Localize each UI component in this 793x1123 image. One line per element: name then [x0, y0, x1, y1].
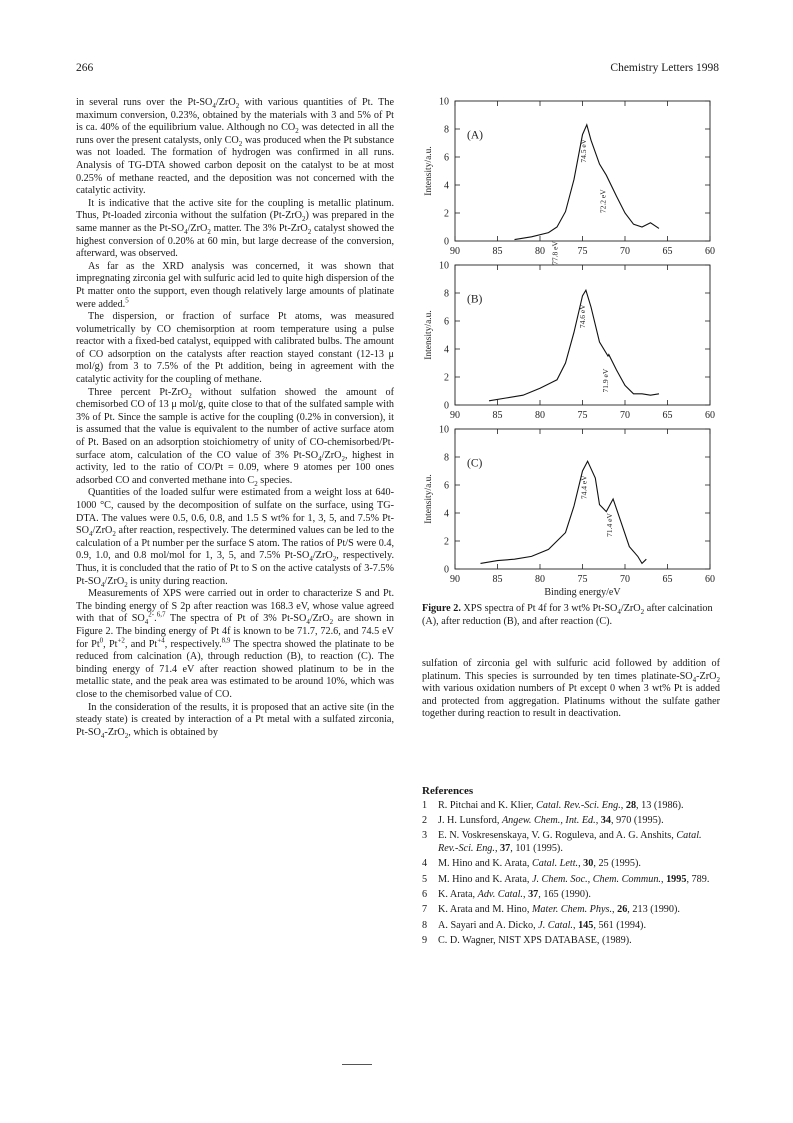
peak-label: 77.8 eV	[550, 241, 560, 265]
x-tick-label: 85	[492, 410, 503, 421]
reference-number: 6	[422, 889, 428, 901]
peak-label: 74.4 eV	[579, 475, 589, 500]
x-tick-label: 90	[450, 574, 460, 585]
peak-label: 74.5 eV	[578, 138, 588, 163]
figure-caption	[422, 603, 722, 628]
left-paragraph-5: Three percent Pt-ZrO$_2$ without sulfation showed the amount of chemisorbed CO of 13 μ mol/g, quite close to that of the sulfated sample with 3% of Pt. Since the sample is active for the coupling (0.2% in conversion), it is assumed that the value is equivalent to the number of active surface atom of Pt. Based on an adsorption stoichiometry of unity of CO-chemisorbed/Pt-surface atom, calculation of the CO value of 3% $Pt-SO_4/ZrO_2$, highest in activity, led to the ratio of CO/Pt = 0.09, where 9 atomes per 100 ones adsorbed CO and converted methane into $C_2$ species.	[76, 386, 395, 488]
x-tick-label: 75	[577, 410, 588, 421]
reference-number: 9	[422, 934, 428, 946]
left-paragraph-8: In the consideration of the results, it is proposed that an active site (in the steady state) is created by interaction of a Pt metal with a sulfated zirconia, $Pt-SO_4-ZrO_2$, which is obtained by	[76, 701, 394, 740]
xps-spectra-chart	[418, 92, 728, 612]
reference-number: 8	[422, 919, 428, 931]
peak-label: 74.6 eV	[577, 304, 587, 329]
figure-2	[418, 92, 728, 612]
reference-number: 1	[422, 799, 428, 811]
reference-number: 4	[422, 858, 428, 870]
x-tick-label: 80	[535, 410, 545, 421]
x-tick-label: 90	[450, 246, 460, 257]
plot-frame	[455, 101, 710, 241]
y-tick-label: 6	[444, 316, 449, 328]
y-tick-label: 2	[444, 372, 449, 384]
y-tick-label: 4	[444, 344, 449, 356]
y-tick-label: 6	[444, 480, 449, 492]
references-section	[422, 785, 722, 950]
reference-item	[422, 800, 722, 813]
left-paragraph-7: Measurements of XPS were carried out in order to characterize S and Pt. The binding energy of S 2p after reaction was 168.3 eV, whose value agreed with that of $SO_4^{2-}.^{6,7}$ The spectra of Pt of 3% $Pt-SO_4/ZrO_2$ are shown in Figure 2. The binding energy of Pt 4f is known to be 71.7, 72.6, and 74.5 eV for Pt$^0$, $Pt^{+2}$, and $Pt^{+4}$, respectively.$^{8,9}$ The spectra showed the platinate to be reduced from calcination (A), through reduction (B), to reaction (C). The binding energy of 71.4 eV after reaction showed platinum to be in the metallic state, and the peak area was estimated to be around 10%, which was close to the chemisorbed value of CO.	[76, 588, 395, 700]
left-column-text	[76, 97, 394, 739]
x-tick-label: 60	[705, 574, 715, 585]
reference-text: E. N. Voskresenskaya, V. G. Roguleva, and A. G. Anshits, Catal. Rev.-Sci. Eng., 37, 101 (1995).	[438, 830, 702, 855]
reference-number: 2	[422, 815, 428, 827]
reference-text: M. Hino and K. Arata, J. Chem. Soc., Chem. Commun., 1995, 789.	[438, 873, 710, 885]
spectrum-panel-c	[424, 425, 715, 586]
y-tick-label: 8	[444, 288, 449, 300]
y-axis-label: Intensity/a.u.	[424, 474, 434, 524]
reference-text: C. D. Wagner, NIST XPS DATABASE, (1989).	[438, 934, 632, 946]
x-tick-label: 80	[535, 574, 545, 585]
y-tick-label: 10	[439, 260, 449, 272]
x-tick-label: 80	[535, 246, 545, 257]
reference-text: A. Sayari and A. Dicko, J. Catal., 145, 561 (1994).	[438, 919, 646, 931]
reference-item	[422, 858, 722, 871]
x-tick-label: 60	[705, 410, 715, 421]
y-tick-label: 8	[444, 124, 449, 136]
x-tick-label: 85	[492, 246, 503, 257]
spectrum-line	[489, 290, 659, 401]
panel-label: (A)	[467, 129, 483, 142]
plot-frame	[455, 265, 710, 405]
y-tick-label: 8	[444, 452, 449, 464]
journal-name: Chemistry Letters 1998	[610, 62, 719, 74]
y-axis-label: Intensity/a.u.	[424, 146, 434, 196]
x-tick-label: 70	[620, 574, 630, 585]
x-tick-label: 65	[662, 410, 673, 421]
reference-text: K. Arata, Adv. Catal., 37, 165 (1990).	[438, 889, 591, 901]
left-paragraph-2: It is indicative that the active site for the coupling is metallic platinum. Thus, Pt-loaded zirconia without the sulfation (Pt-ZrO$_2$) was prepared in the same manner as the $Pt-SO_4/ZrO_2$ matter. The 3% Pt-ZrO$_2$ catalyst showed the highest conversion of 0.20% at 60 min, but large decrease of the conversion, afterward, was observed.	[76, 197, 394, 260]
reference-text: J. H. Lunsford, Angew. Chem., Int. Ed., 34, 970 (1995).	[438, 815, 664, 827]
y-tick-label: 2	[444, 536, 449, 548]
reference-number: 7	[422, 904, 428, 916]
spectrum-line	[481, 461, 647, 563]
footer-rule	[342, 1064, 372, 1065]
peak-label: 72.2 eV	[598, 189, 608, 214]
x-tick-label: 90	[450, 410, 460, 421]
reference-item	[422, 935, 722, 948]
y-axis-label: Intensity/a.u.	[424, 310, 434, 360]
reference-text: K. Arata and M. Hino, Mater. Chem. Phys., 26, 213 (1990).	[438, 904, 680, 916]
y-tick-label: 2	[444, 208, 449, 220]
y-tick-label: 0	[444, 236, 449, 248]
spectrum-panel-a	[424, 97, 715, 265]
x-tick-label: 60	[705, 246, 715, 257]
y-tick-label: 6	[444, 152, 449, 164]
x-tick-label: 70	[620, 246, 630, 257]
left-paragraph-1: in several runs over the $Pt-SO_4/ZrO_2$ with various quantities of Pt. The maximum conversion, 0.23%, obtained by the materials with 3 and 5% of Pt is ca. 40% of the equilibrium value. Although no $CO_2$ was detected in all the runs over the present catalysts, only $CO_2$ was produced when the Pt substance was not loaded. The formation of hydrogen was confirmed in all runs. Analysis of TG-DTA showed carbon deposit on the catalyst to be at most 0.25% of methane reacted, and the deposition was not concerned with the catalytic activity.	[76, 97, 394, 197]
reference-text: R. Pitchai and K. Klier, Catal. Rev.-Sci. Eng., 28, 13 (1986).	[438, 799, 684, 811]
left-paragraph-6: Quantities of the loaded sulfur were estimated from a weight loss at 640-1000 °C, caused by the decomposition of sulfate on the surface, using TG-DTA. The values were 0.5, 0.6, 0.8, and 1.5 S wt% for 1, 3, 5, and 7.5% $Pt-SO_4/ZrO_2$ after reaction, respectively. The determined values can be led to the calculation of a Pt number per the surface S atom. The ratios of Pt/S were 0.4, 0.9, 1.0, and 0.8 mol/mol for 1, 3, 5, and 7.5% $Pt-SO_4/ZrO_2$, respectively. Thus, it is concluded that the ratio of Pt to S on the active catalysts of 3-7.5% $Pt-SO_4/ZrO_2$ is unity during reaction.	[76, 487, 394, 589]
peak-label: 71.4 eV	[605, 513, 615, 537]
y-tick-label: 10	[439, 424, 449, 436]
reference-text: M. Hino and K. Arata, Catal. Lett., 30, 25 (1995).	[438, 858, 641, 870]
panel-label: (B)	[467, 293, 483, 306]
y-tick-label: 0	[444, 400, 449, 412]
reference-item	[422, 920, 722, 933]
peak-label: 71.9 eV	[600, 368, 610, 393]
reference-item	[422, 889, 722, 902]
reference-item	[422, 815, 722, 828]
x-tick-label: 65	[662, 246, 673, 257]
x-tick-label: 75	[577, 574, 588, 585]
x-tick-label: 70	[620, 410, 630, 421]
page-number: 266	[76, 62, 94, 74]
y-tick-label: 4	[444, 508, 449, 520]
right-paragraph-1: sulfation of zirconia gel with sulfuric acid followed by addition of platinum. This species is surrounded by ten times platinate-$SO_4-ZrO_2$ with various oxidation numbers of Pt except 0 when 3 wt% Pt is added and protected from aggregation. Platinums without the sulfate gather together during reaction to result in deactivation.	[422, 658, 720, 720]
reference-number: 3	[422, 830, 428, 842]
figure-caption-text: XPS spectra of Pt 4f for 3 wt% $Pt-SO_4/ZrO_2$ after calcination (A), after reduction (B), and after reaction (C).	[422, 603, 713, 627]
figure-label: Figure 2.	[422, 603, 461, 614]
right-column-text	[422, 658, 720, 721]
left-paragraph-4: The dispersion, or fraction of surface Pt atoms, was measured volumetrically by CO chemisorption at room temperature using a pulse reactor with a fixed-bed catalyst, equipped with calibrated bulbs. The amount of CO adsorption on the catalysts after reaction stayed constant (12-13 μ mol/g) from 3 to 7.5% of the Pt addition, being in agreement with the catalytic activity for the coupling of methane.	[76, 311, 394, 386]
reference-item	[422, 904, 722, 917]
references-list	[422, 800, 722, 948]
left-paragraph-3: As far as the XRD analysis was concerned, it was shown that impregnating zirconia gel with sulfuric acid led to quite high dispersion of the Pt matter onto the support, even though relatively large amounts of platinate were added.$^5$	[76, 260, 394, 310]
reference-item	[422, 874, 722, 887]
x-tick-label: 65	[662, 574, 673, 585]
references-heading: References	[422, 785, 474, 797]
x-tick-label: 85	[492, 574, 503, 585]
x-axis-label: Binding energy/eV	[544, 587, 621, 598]
reference-item	[422, 830, 722, 856]
y-tick-label: 4	[444, 180, 449, 192]
y-tick-label: 0	[444, 564, 449, 576]
panel-label: (C)	[467, 457, 483, 470]
reference-number: 5	[422, 873, 428, 885]
y-tick-label: 10	[439, 96, 449, 108]
x-tick-label: 75	[577, 246, 588, 257]
spectrum-panel-b	[424, 261, 715, 422]
